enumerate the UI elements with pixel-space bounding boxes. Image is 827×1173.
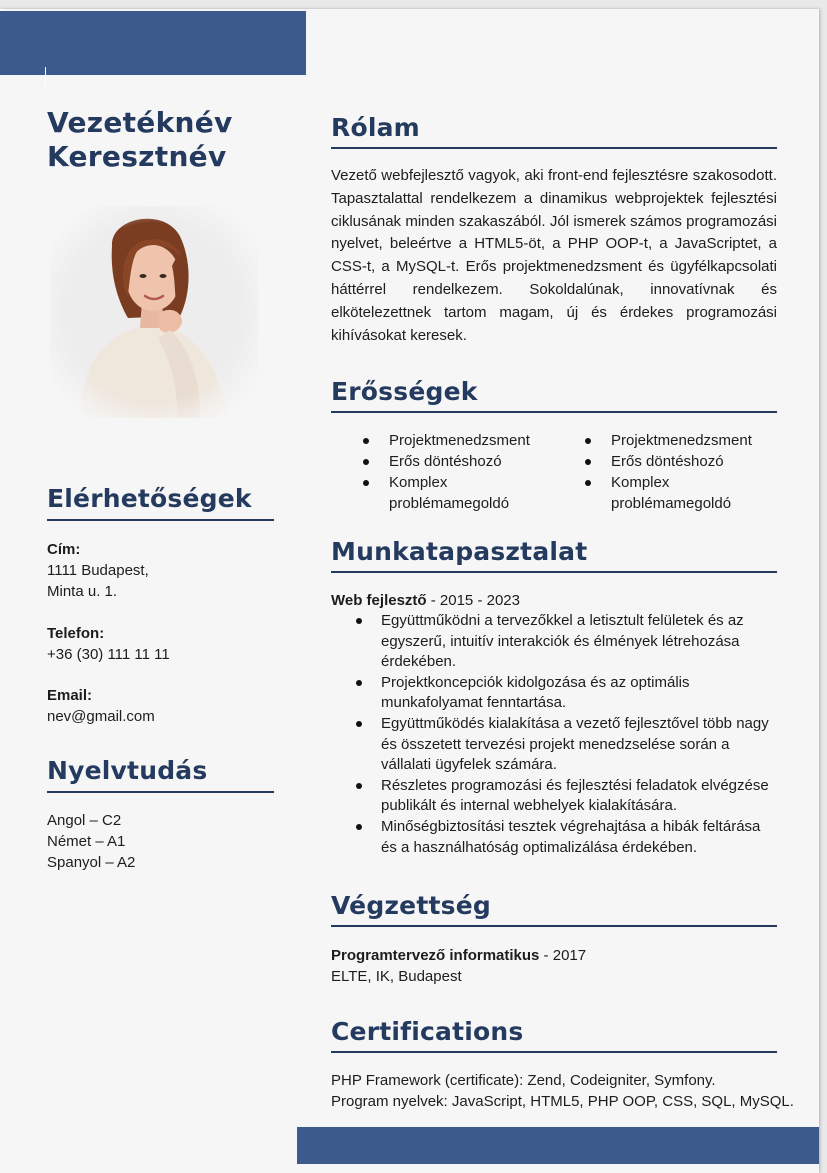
first-name: Keresztnév	[47, 140, 227, 173]
language-item: Spanyol – A2	[47, 854, 136, 871]
strength-item: Erős döntéshozó	[389, 451, 559, 472]
education-section-divider	[331, 925, 777, 927]
experience-bullet: Együttműködés kialakítása a vezető fejlesztővel több nagy és összetett tervezési projekt menedzselése során a vállalati ügyfelek számára.	[381, 714, 777, 776]
certification-line: PHP Framework (certificate): Zend, Codeigniter, Symfony.	[331, 1072, 716, 1089]
strengths-section-divider	[331, 411, 777, 413]
certifications-section-divider	[331, 1051, 777, 1053]
address-label: Cím:	[47, 541, 81, 558]
experience-bullet: Részletes programozási és fejlesztési feladatok elvégzése publikált és internal webhelyek kialakítására.	[381, 776, 777, 817]
experience-bullet: Együttműködni a tervezőkkel a letisztult felületek és az egyszerű, intuitív interakciók és élmények létrehozása érdekében.	[381, 611, 777, 673]
degree-name: Programtervező informatikus	[331, 947, 540, 964]
experience-section-title: Munkatapasztalat	[331, 537, 588, 566]
certifications-section-title: Certifications	[331, 1017, 524, 1046]
job-title: Web fejlesztő	[331, 592, 427, 609]
phone-label: Telefon:	[47, 625, 105, 642]
languages-section-divider	[47, 791, 274, 793]
about-text: Vezető webfejlesztő vagyok, aki front-end fejlesztésre szakosodott. Tapasztalattal rendelkezem a dinamikus webprojektek fejlesztési ciklusának minden szakaszából. Jól ismerek számos programozási nyelvet, beleértve a HTML5-öt, a PHP OOP-t, a JavaScriptet, a CSS-t, a MySQL-t. Erős projektmenedzsment és ügyfélkapcsolati háttérrel rendelkezem. Sokoldalúnak, innovatívnak és elkötelezettnek tartom magam, új és érdekes programozási kihívásokat keresek.	[331, 167, 777, 344]
strength-item: Erős döntéshozó	[611, 451, 771, 472]
about-section-title: Rólam	[331, 113, 420, 142]
strengths-list-right	[611, 430, 771, 514]
strength-item: Projektmenedzsment	[389, 430, 559, 451]
strength-item: Komplex problémamegoldó	[389, 472, 559, 514]
email-value: nev@gmail.com	[47, 708, 155, 725]
experience-section-divider	[331, 571, 777, 573]
degree-year: - 2017	[539, 947, 587, 964]
phone-value: +36 (30) 111 11 11	[47, 646, 170, 663]
person-name	[47, 106, 297, 174]
school-name: ELTE, IK, Budapest	[331, 968, 462, 985]
experience-bullets	[381, 611, 777, 858]
contact-section-title: Elérhetőségek	[47, 484, 252, 513]
profile-photo	[50, 206, 258, 418]
about-section-divider	[331, 147, 777, 149]
language-item: Német – A1	[47, 833, 126, 850]
address-line-1: 1111 Budapest,	[47, 562, 149, 579]
address-line-2: Minta u. 1.	[47, 583, 118, 600]
strength-item: Projektmenedzsment	[611, 430, 771, 451]
languages-list	[47, 810, 287, 873]
experience-bullet: Minőségbiztosítási tesztek végrehajtása a hibák feltárása és a használhatóság optimalizálása érdekében.	[381, 817, 777, 858]
experience-header	[331, 590, 777, 611]
email-label: Email:	[47, 687, 93, 704]
contact-section-divider	[47, 519, 274, 521]
certification-line: Program nyelvek: JavaScript, HTML5, PHP OOP, CSS, SQL, MySQL.	[331, 1093, 794, 1110]
top-accent-band	[0, 11, 306, 75]
strengths-section-title: Erősségek	[331, 377, 478, 406]
text-cursor	[45, 67, 46, 86]
education-section-title: Végzettség	[331, 891, 491, 920]
certifications-details	[331, 1070, 801, 1112]
language-item: Angol – C2	[47, 812, 122, 829]
experience-bullet: Projektkoncepciók kidolgozása és az optimális munkafolyamat fenntartása.	[381, 673, 777, 714]
education-details	[331, 945, 777, 987]
strength-item: Komplex problémamegoldó	[611, 472, 771, 514]
last-name: Vezetéknév	[47, 106, 233, 139]
contact-details	[47, 539, 287, 727]
portrait-illustration	[50, 206, 258, 418]
bottom-accent-band	[297, 1127, 819, 1164]
languages-section-title: Nyelvtudás	[47, 756, 208, 785]
strengths-list-left	[389, 430, 559, 514]
job-period: - 2015 - 2023	[426, 592, 520, 609]
